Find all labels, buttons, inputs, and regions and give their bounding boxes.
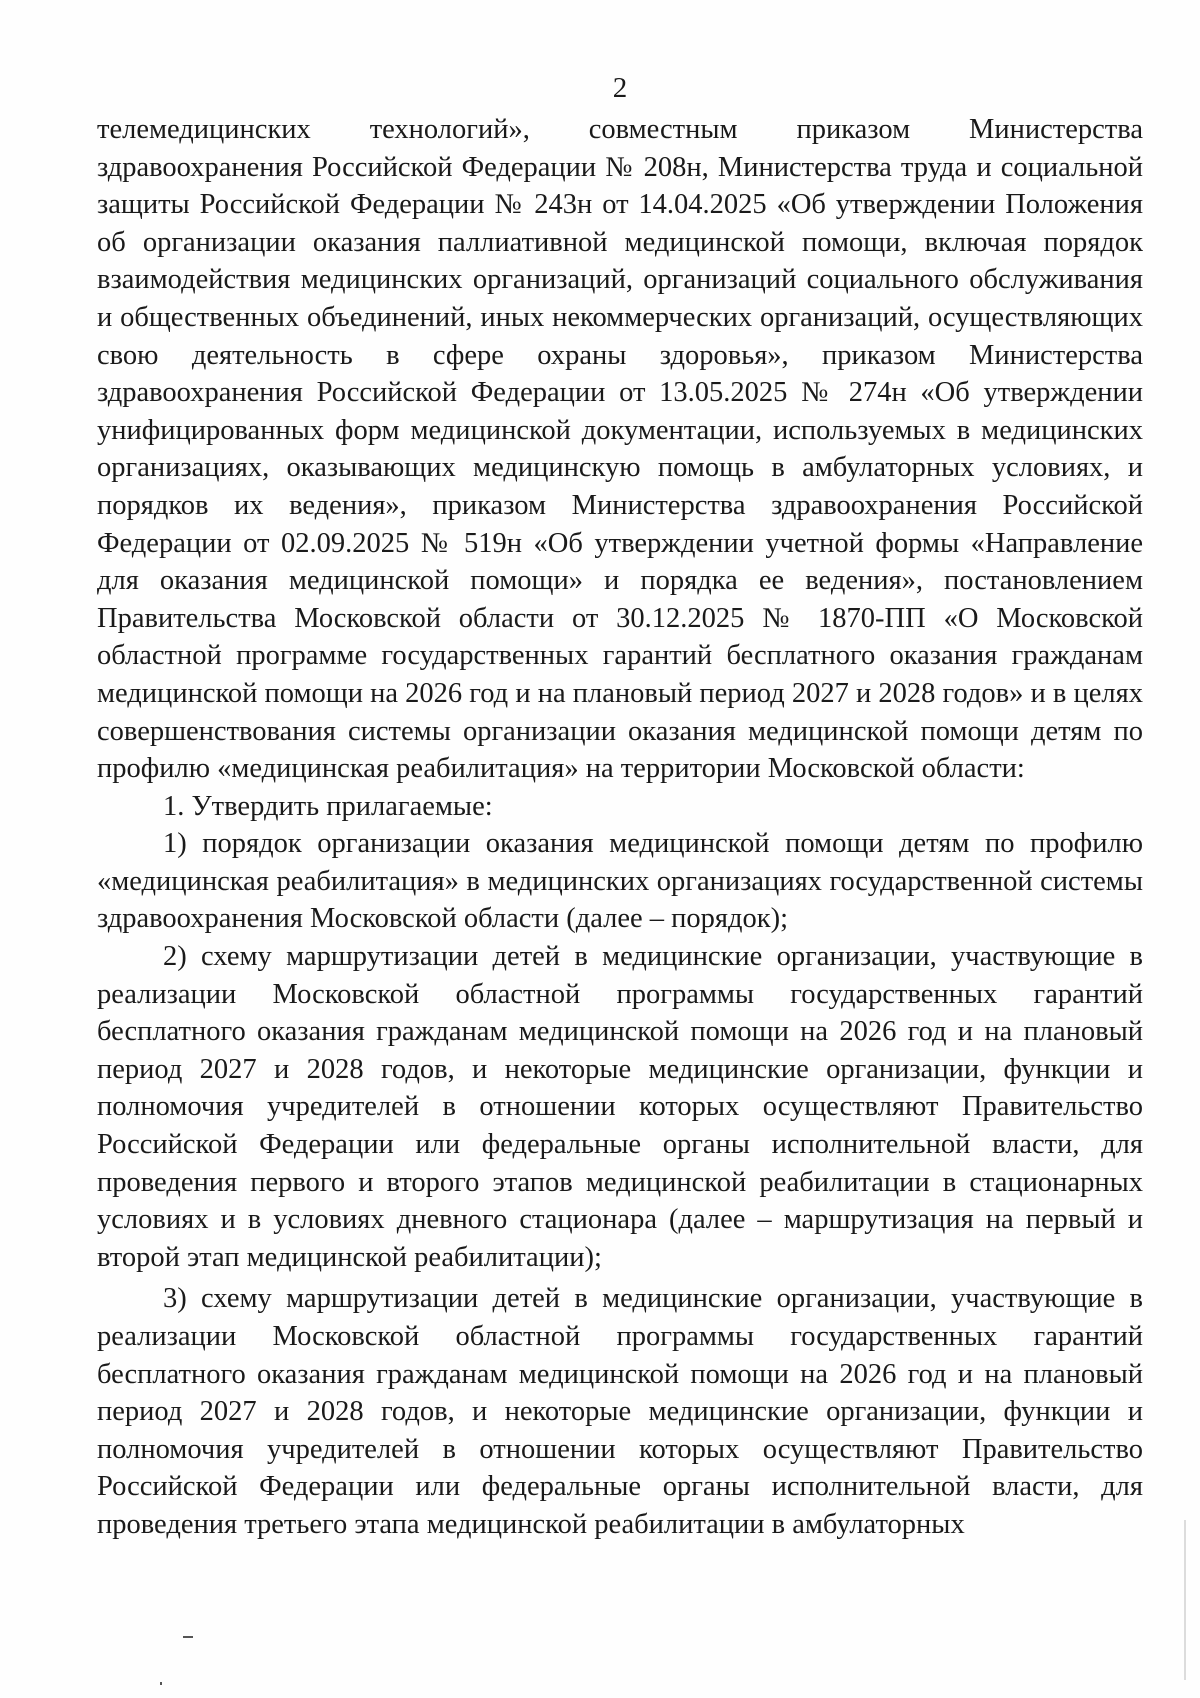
page-number: 2 (612, 72, 628, 104)
paragraph-clause-1-2: 2) схему маршрутизации детей в медицинские организации, участвующие в реализации Московской областной программы государственных гарантий бесплатного оказания гражданам медицинской помощи на 2026 год и на плановый период 2027 и 2028 годов, и некоторые медицинские организации, функции и полномочия учредителей в отношении которых осуществляют Правительство Российской Федерации или федеральные органы исполнительной власти, для проведения первого и второго этапов медицинской реабилитации в стационарных условиях и в условиях дневного стационара (далее – маршрутизация на первый и второй этап медицинской реабилитации); (97, 941, 1143, 1273)
document-body (97, 111, 1143, 1544)
scan-edge-line (1184, 1520, 1186, 1680)
paragraph-clause-1: 1. Утвердить прилагаемые: (163, 790, 493, 822)
paragraph-preamble: телемедицинских технологий», совместным приказом Министерства здравоохранения Российской Федерации № 208н, Министерства труда и социальной защиты Российской Федерации № 243н от 14.04.2025 «Об утверждении Положения об организации оказания паллиативной медицинской помощи, включая порядок взаимодействия медицинских организаций, организаций социального обслуживания и общественных объединений, иных некоммерческих организаций, осуществляющих свою деятельность в сфере охраны здоровья», приказом Министерства здравоохранения Российской Федерации от 13.05.2025 № 274н «Об утверждении унифицированных форм медицинской документации, используемых в медицинских организациях, оказывающих медицинскую помощь в амбулаторных условиях, и порядков их ведения», приказом Министерства здравоохранения Российской Федерации от 02.09.2025 № 519н «Об утверждении учетной формы «Направление для оказания медицинской помощи» и порядка ее ведения», постановлением Правительства Московской области от 30.12.2025 № 1870-ПП «О Московской областной программе государственных гарантий бесплатного оказания гражданам медицинской помощи на 2026 год и на плановый период 2027 и 2028 годов» и в целях совершенствования системы организации оказания медицинской помощи детям по профилю «медицинская реабилитация» на территории Московской области: (97, 114, 1143, 785)
paragraph-clause-1-1: 1) порядок организации оказания медицинской помощи детям по профилю «медицинская реабилитация» в медицинских организациях государственной системы здравоохранения Московской области (далее – порядок); (97, 828, 1143, 935)
paragraph-clause-1-3: 3) схему маршрутизации детей в медицинские организации, участвующие в реализации Московской областной программы государственных гарантий бесплатного оказания гражданам медицинской помощи на 2026 год и на плановый период 2027 и 2028 годов, и некоторые медицинские организации, функции и полномочия учредителей в отношении которых осуществляют Правительство Российской Федерации или федеральные органы исполнительной власти, для проведения третьего этапа медицинской реабилитации в амбулаторных (97, 1283, 1143, 1540)
scan-speck (160, 1682, 162, 1685)
scan-speck (183, 1636, 193, 1638)
